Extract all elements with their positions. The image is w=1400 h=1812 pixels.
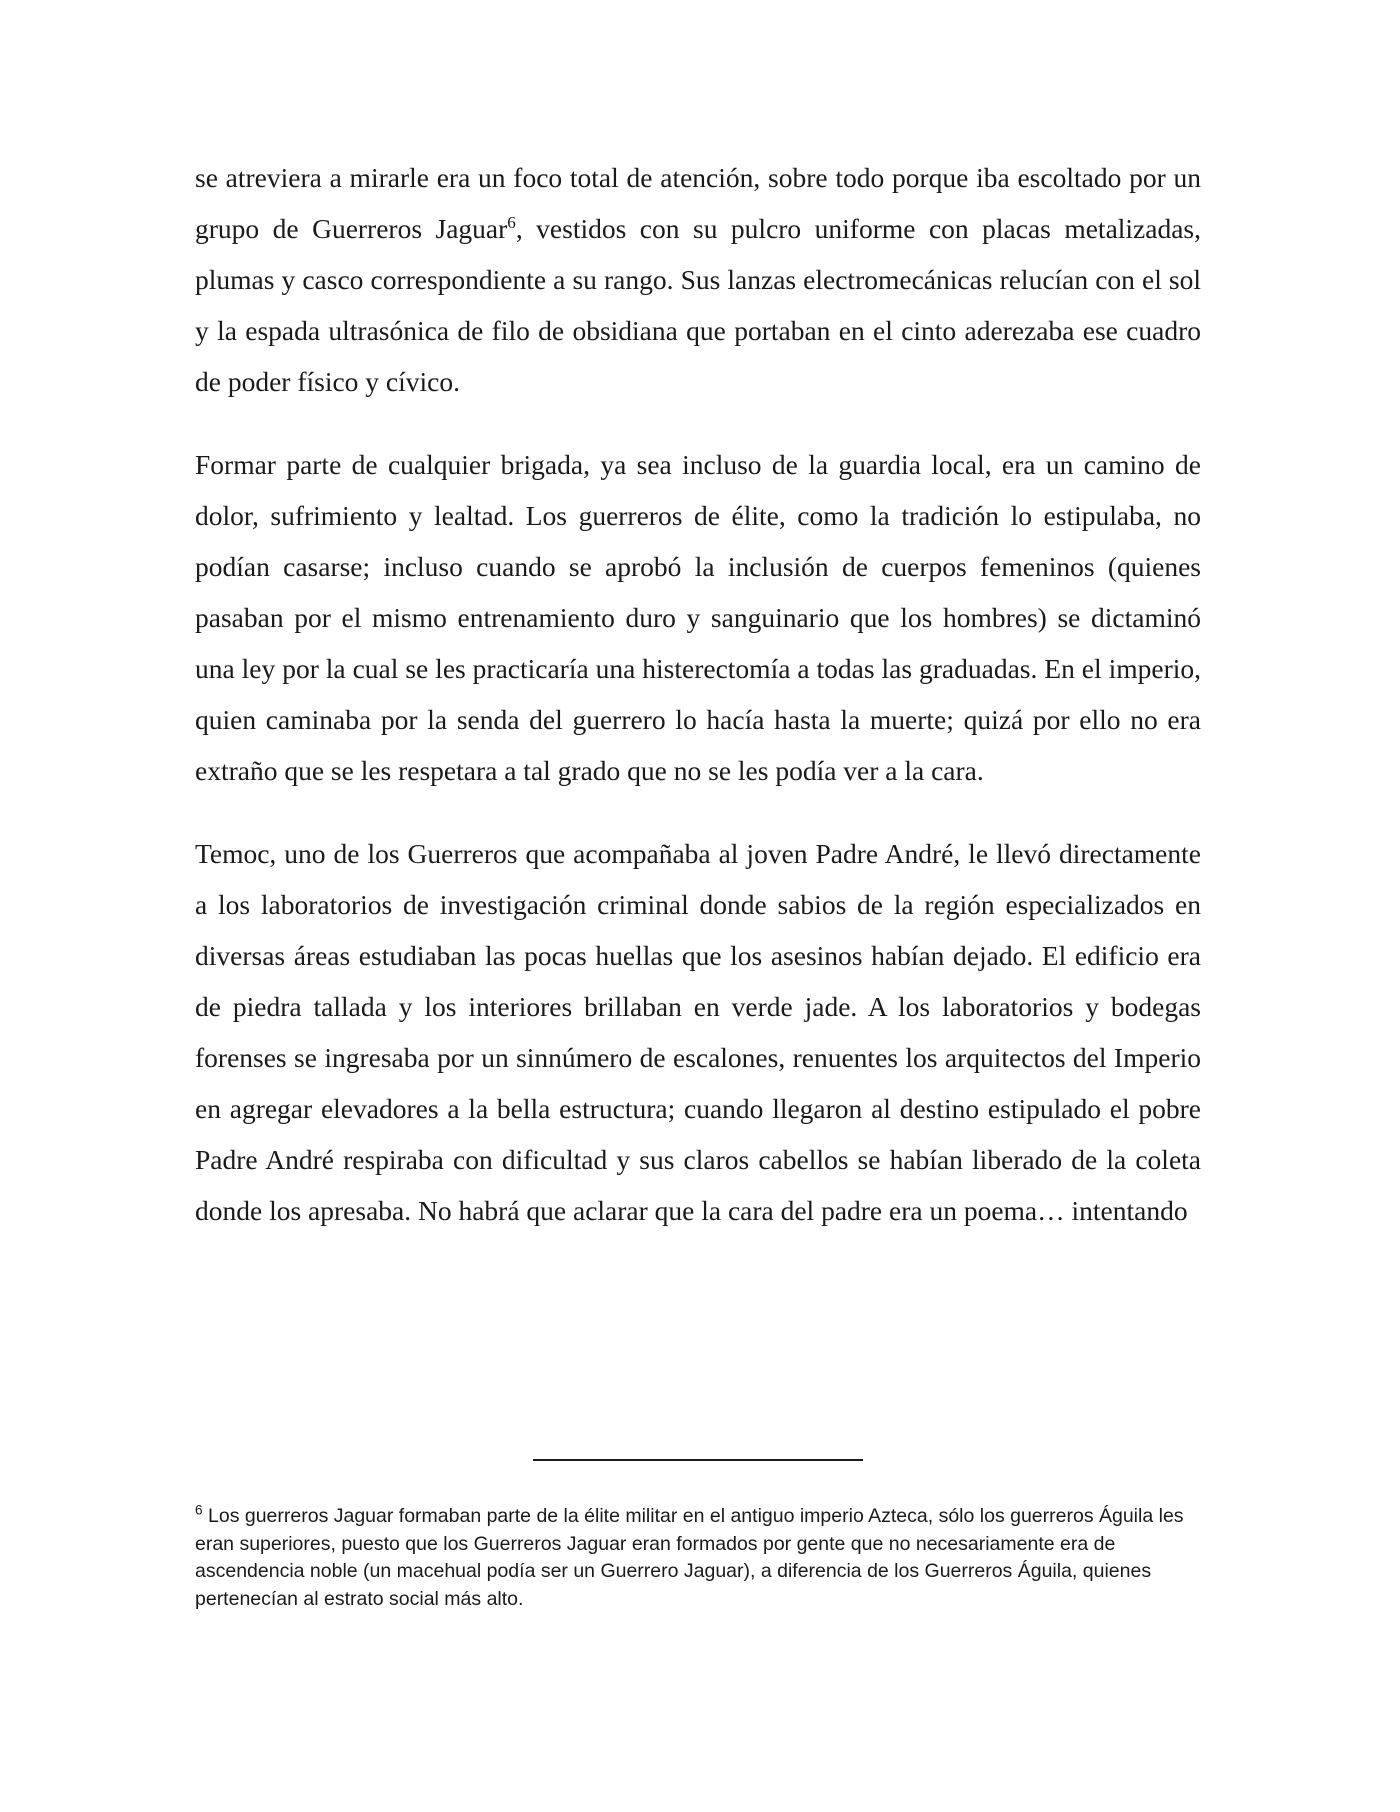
footnote-6: [195, 1503, 1201, 1613]
paragraph-1: [195, 152, 1201, 407]
paragraph-2: Formar parte de cualquier brigada, ya sea incluso de la guardia local, era un camino de dolor, sufrimiento y lealtad. Los guerreros de élite, como la tradición lo estipulaba, no podían casarse; incluso cuando se aprobó la inclusión de cuerpos femeninos (quienes pasaban por el mismo entrenamiento duro y sanguinario que los hombres) se dictaminó una ley por la cual se les practicaría una histerectomía a todas las graduadas. En el imperio, quien caminaba por la senda del guerrero lo hacía hasta la muerte; quizá por ello no era extraño que se les respetara a tal grado que no se les podía ver a la cara.: [195, 449, 1201, 786]
paragraph-1-text-after-note: , vestidos con su pulcro uniforme con placas metalizadas, plumas y casco correspondiente a su rango. Sus lanzas electromecánicas relucían con el sol y la espada ultrasónica de filo de obsidiana que portaban en el cinto aderezaba ese cuadro de poder físico y cívico.: [195, 213, 1201, 397]
footnote-marker: 6: [195, 1502, 203, 1518]
paragraph-3: Temoc, uno de los Guerreros que acompañaba al joven Padre André, le llevó directamente a los laboratorios de investigación criminal donde sabios de la región especializados en diversas áreas estudiaban las pocas huellas que los asesinos habían dejado. El edificio era de piedra tallada y los interiores brillaban en verde jade. A los laboratorios y bodegas forenses se ingresaba por un sinnúmero de escalones, renuentes los arquitectos del Imperio en agregar elevadores a la bella estructura; cuando llegaron al destino estipulado el pobre Padre André respiraba con dificultad y sus claros cabellos se habían liberado de la coleta donde los apresaba. No habrá que aclarar que la cara del padre era un poema… intentando: [195, 838, 1201, 1226]
footnote-separator: [533, 1459, 863, 1461]
paragraph-1-text-before-note: se atreviera a mirarle era un foco total de atención, sobre todo porque iba escoltado por un grupo de Guerreros Jaguar: [195, 162, 1201, 244]
body-text: [195, 152, 1201, 1268]
footnote-text: Los guerreros Jaguar formaban parte de la élite militar en el antiguo imperio Azteca, sólo los guerreros Águila les eran superiores, puesto que los Guerreros Jaguar eran formados por gente que no necesariamente era de ascendencia noble (un macehual podía ser un Guerrero Jaguar), a diferencia de los Guerreros Águila, quienes pertenecían al estrato social más alto.: [195, 1505, 1184, 1610]
footnote-reference-6: 6: [507, 212, 516, 232]
